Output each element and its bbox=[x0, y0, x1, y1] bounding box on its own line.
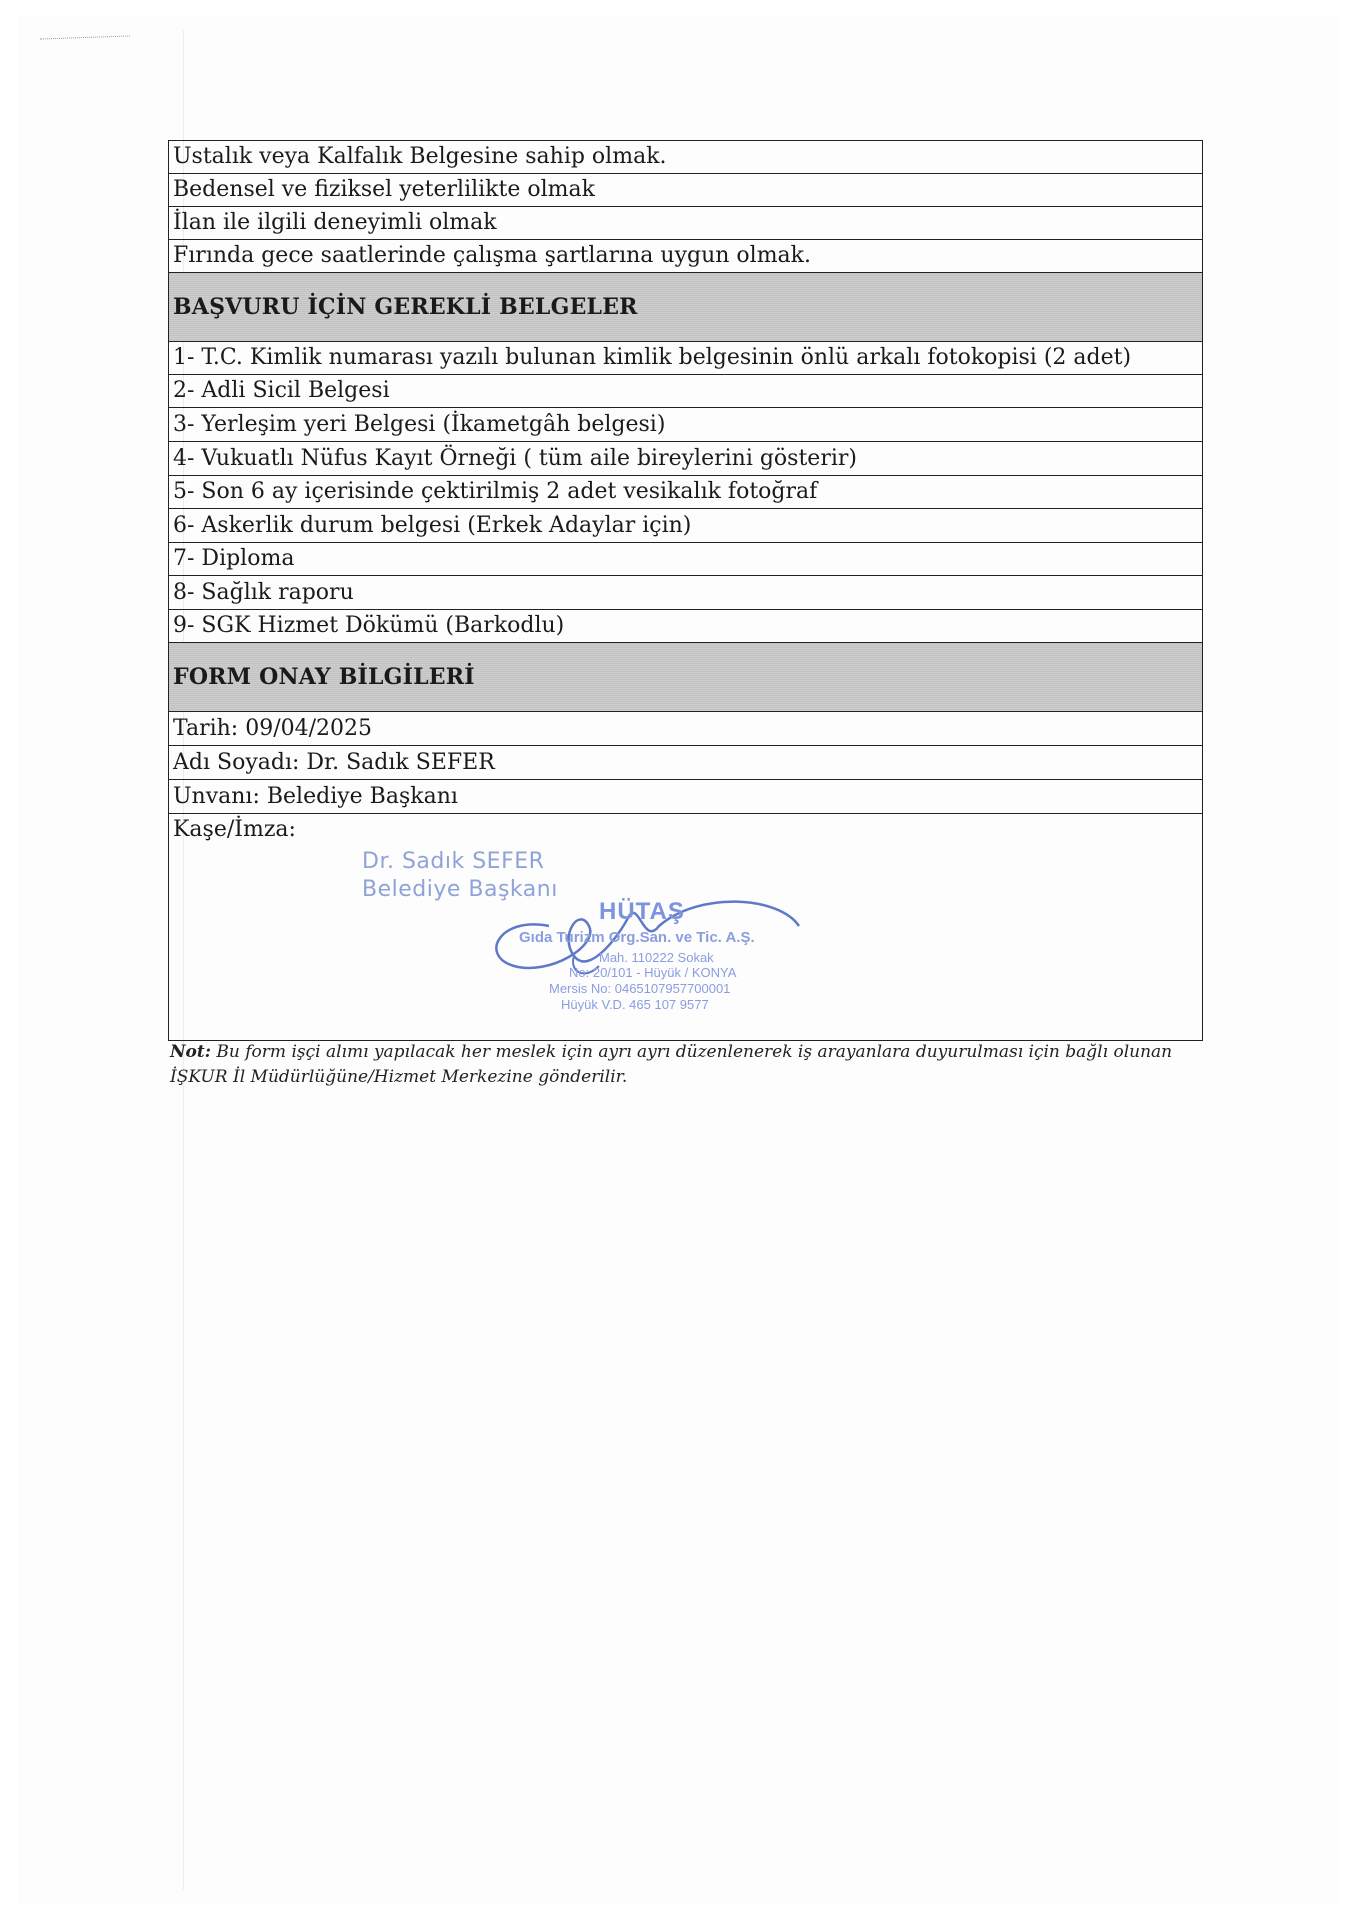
stamp-address-line: No: 20/101 - Hüyük / KONYA bbox=[569, 965, 737, 980]
note-text: Bu form işçi alımı yapılacak her meslek için ayrı ayrı düzenlenerek iş arayanlara duyurulması için bağlı olunan İŞKUR İl Müdürlüğüne/Hizmet Merkezine gönderilir. bbox=[170, 1042, 1173, 1087]
stamp-name-line: Dr. Sadık SEFER bbox=[362, 849, 545, 874]
stamp-signature-label: Kaşe/İmza: bbox=[173, 817, 296, 842]
approval-section-header: FORM ONAY BİLGİLERİ bbox=[169, 643, 1202, 712]
requirement-row: Ustalık veya Kalfalık Belgesine sahip olmak. bbox=[169, 141, 1202, 174]
stamp-mersis-line: Mersis No: 0465107957700001 bbox=[549, 981, 731, 996]
document-row: 6- Askerlik durum belgesi (Erkek Adaylar için) bbox=[169, 509, 1202, 543]
requirement-row: Fırında gece saatlerinde çalışma şartlarına uygun olmak. bbox=[169, 240, 1202, 273]
document-row: 3- Yerleşim yeri Belgesi (İkametgâh belgesi) bbox=[169, 408, 1202, 442]
stamp-address-line: Mah. 110222 Sokak bbox=[599, 950, 714, 965]
requirement-row: İlan ile ilgili deneyimli olmak bbox=[169, 207, 1202, 240]
note-label: Not: bbox=[170, 1042, 212, 1062]
document-row: 1- T.C. Kimlik numarası yazılı bulunan kimlik belgesinin önlü arkalı fotokopisi (2 adet) bbox=[169, 342, 1202, 375]
document-row: 5- Son 6 ay içerisinde çektirilmiş 2 adet vesikalık fotoğraf bbox=[169, 476, 1202, 509]
approval-date: Tarih: 09/04/2025 bbox=[169, 712, 1202, 746]
document-row: 7- Diploma bbox=[169, 543, 1202, 576]
footer-note bbox=[170, 1040, 1210, 1090]
document-row: 2- Adli Sicil Belgesi bbox=[169, 375, 1202, 408]
approval-name: Adı Soyadı: Dr. Sadık SEFER bbox=[169, 746, 1202, 780]
scan-mark bbox=[40, 35, 130, 45]
documents-section-header: BAŞVURU İÇİN GEREKLİ BELGELER bbox=[169, 273, 1202, 342]
stamp-company-title: HÜTAŞ bbox=[599, 898, 685, 925]
stamp-tax-line: Hüyük V.D. 465 107 9577 bbox=[561, 997, 709, 1012]
document-row: 4- Vukuatlı Nüfus Kayıt Örneği ( tüm aile bireylerini gösterir) bbox=[169, 442, 1202, 476]
requirement-row: Bedensel ve fiziksel yeterlilikte olmak bbox=[169, 174, 1202, 207]
document-row: 9- SGK Hizmet Dökümü (Barkodlu) bbox=[169, 610, 1202, 643]
stamp-signature-cell bbox=[169, 814, 1202, 1040]
stamp-company-line: Gıda Turizm Org.San. ve Tic. A.Ş. bbox=[519, 929, 755, 946]
company-stamp bbox=[479, 886, 799, 1016]
form-table bbox=[168, 140, 1203, 1041]
stamp-role-line: Belediye Başkanı bbox=[362, 877, 558, 902]
approval-title: Unvanı: Belediye Başkanı bbox=[169, 780, 1202, 814]
document-row: 8- Sağlık raporu bbox=[169, 576, 1202, 610]
